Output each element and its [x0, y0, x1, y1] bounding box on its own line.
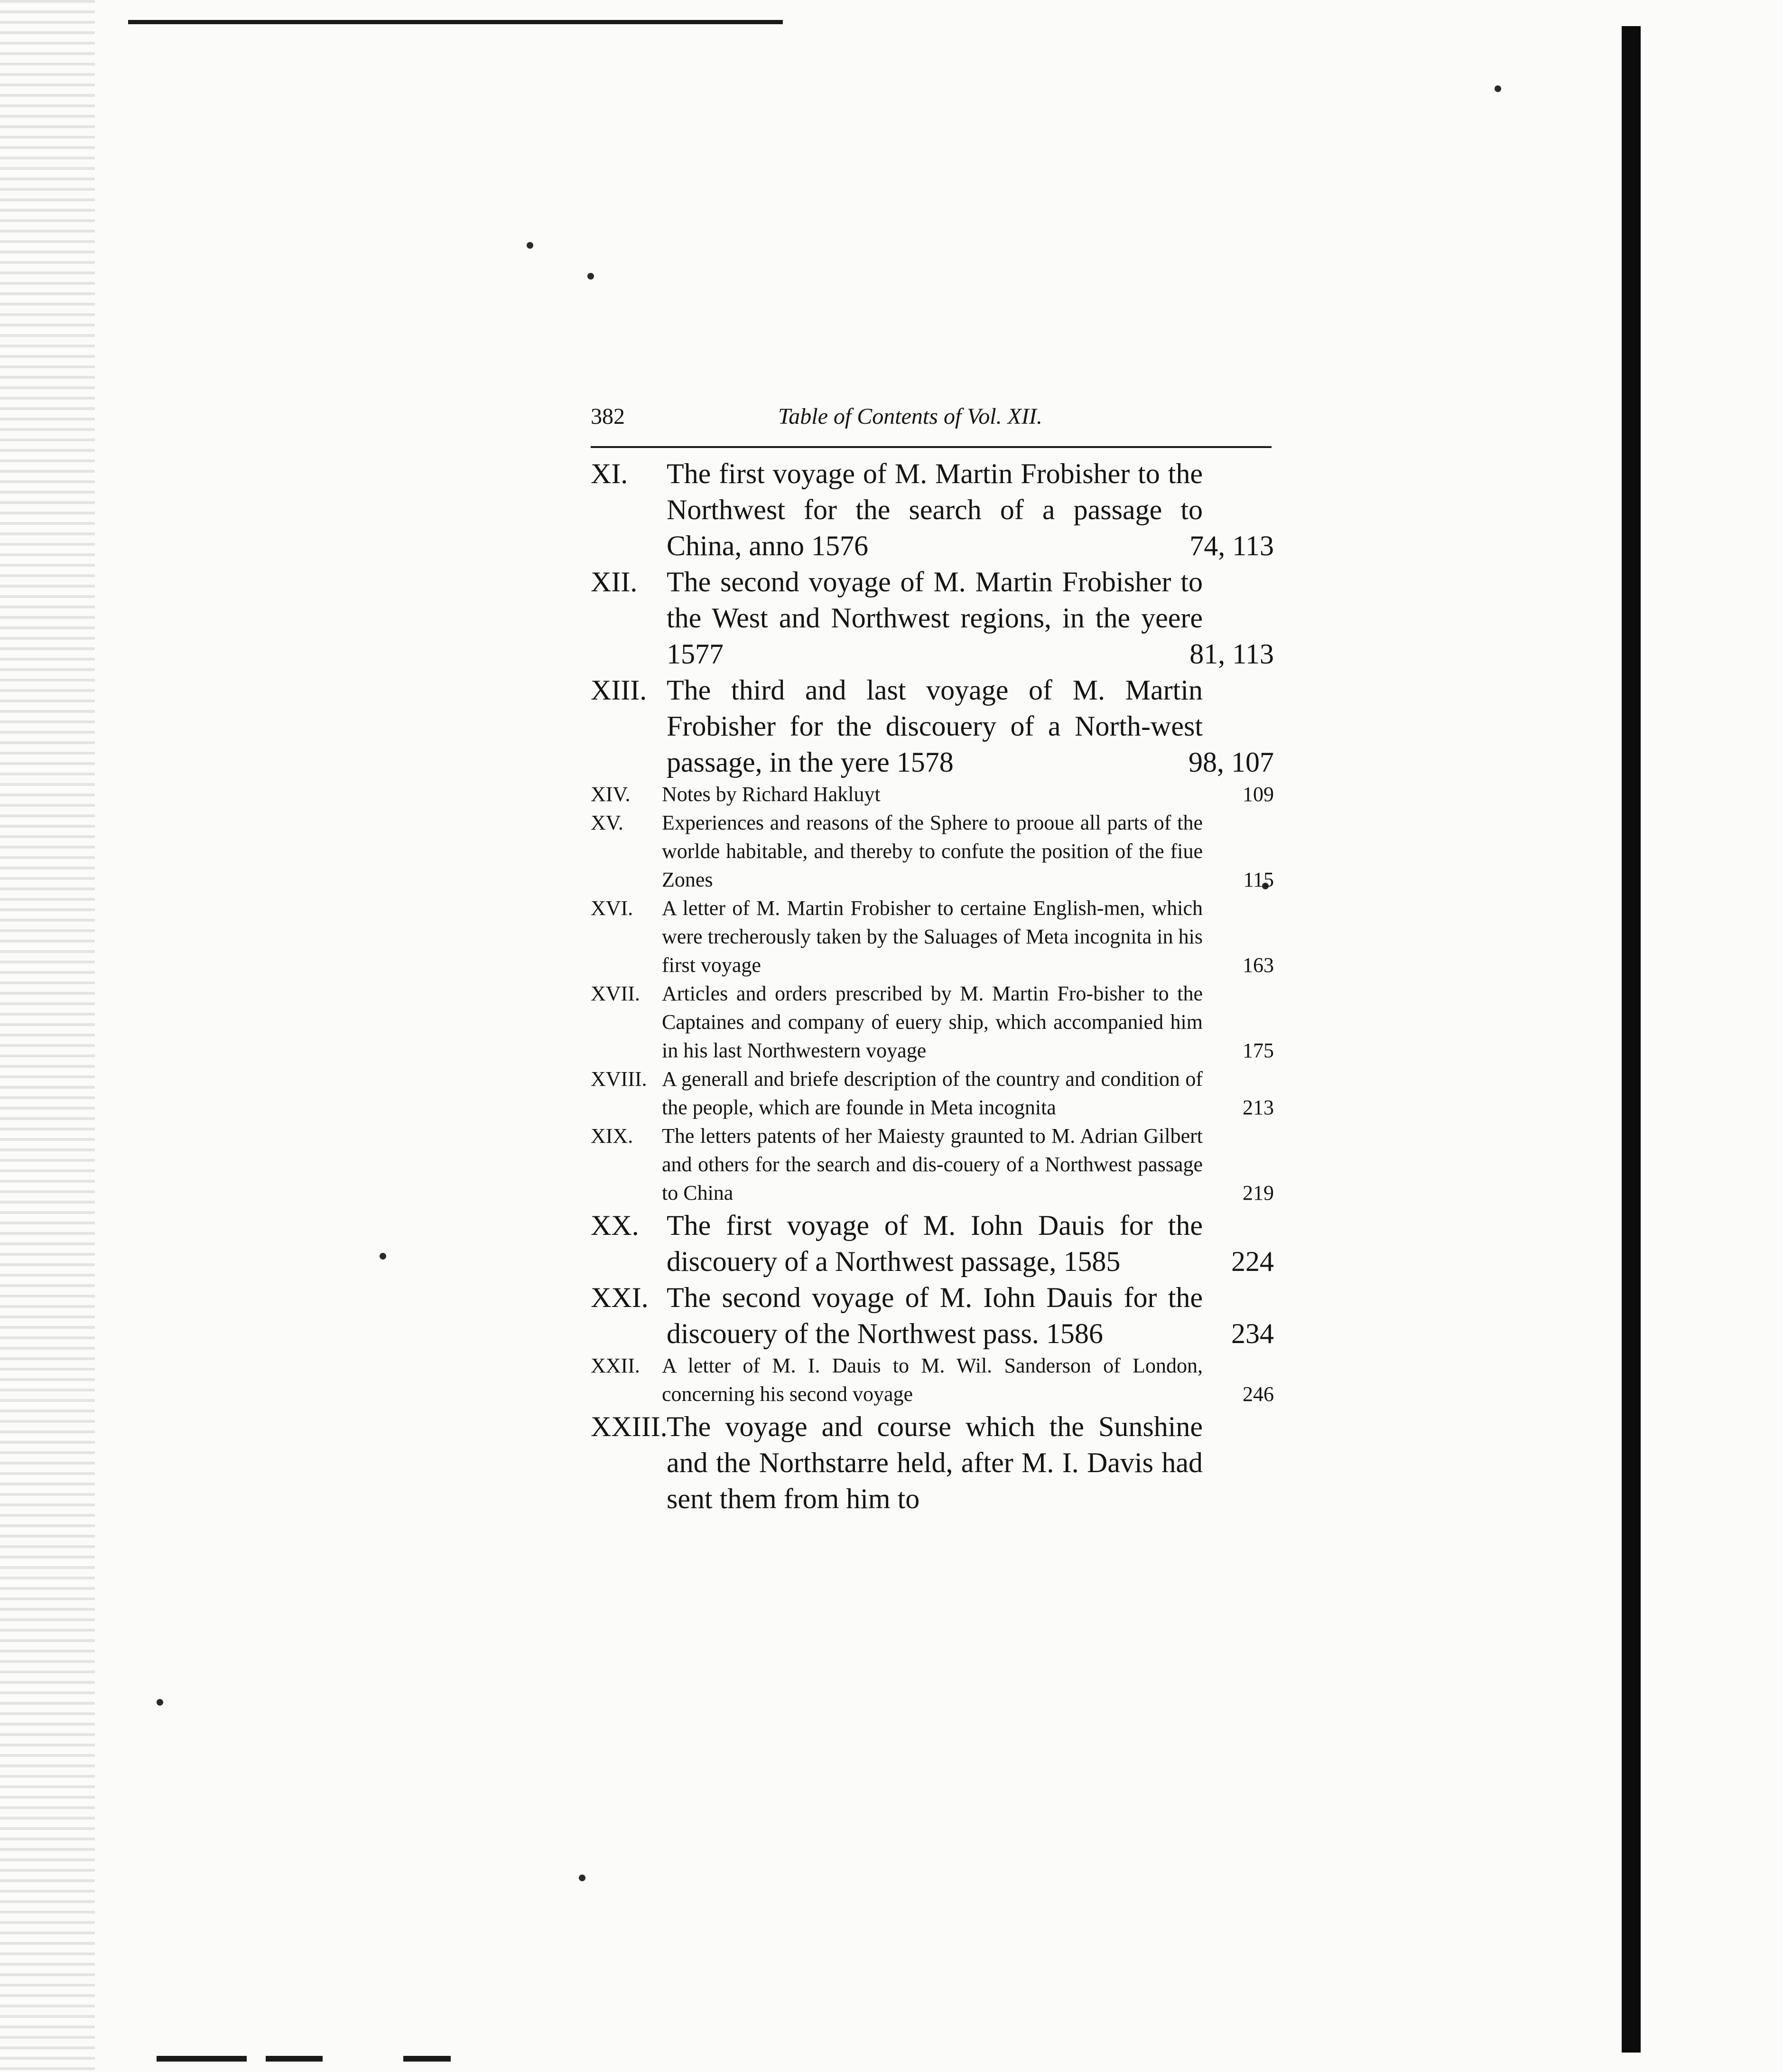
toc-entry: [591, 564, 1274, 672]
toc-page: [591, 399, 1274, 1514]
toc-entry: [591, 809, 1274, 894]
scan-bottom-mark: [403, 2056, 451, 2062]
entry-page-ref: 213: [1243, 1096, 1274, 1119]
scan-edge-shadow: [0, 0, 95, 2072]
entry-page-ref: 234: [1231, 1318, 1274, 1349]
entry-page-ref: 246: [1243, 1382, 1274, 1406]
entry-page-ref: 224: [1231, 1246, 1274, 1277]
entry-page-ref: 175: [1243, 1039, 1274, 1062]
entry-number: XXIII.: [591, 1411, 668, 1442]
toc-entry: [591, 780, 1274, 809]
toc-entry: [591, 1065, 1274, 1122]
head-rule: [591, 446, 1272, 448]
entry-page-ref: 163: [1243, 953, 1274, 977]
scan-top-rule: [128, 20, 783, 24]
page-title: Table of Contents of Vol. XII.: [778, 404, 1042, 429]
entry-number: XI.: [591, 458, 628, 489]
entry-title: The first voyage of M. Iohn Dauis for the discouery of a Northwest passage, 1585: [667, 1210, 1203, 1277]
scan-binding-shadow: [1622, 26, 1641, 2053]
entry-number: XVIII.: [591, 1067, 647, 1091]
toc-entry: [591, 1279, 1274, 1352]
toc-entry: [591, 894, 1274, 980]
entry-title: A letter of M. Martin Frobisher to certaine English-men, which were trecherously taken by the Saluages of Meta incognita in his first voyage: [662, 896, 1203, 977]
entry-number: XII.: [591, 566, 638, 597]
entry-number: XIII.: [591, 674, 647, 706]
entry-number: XIX.: [591, 1124, 633, 1148]
toc-entry: [591, 1409, 1274, 1517]
entry-page-ref: 98, 107: [1189, 747, 1274, 778]
scan-bottom-mark: [157, 2056, 247, 2062]
toc-entry: [591, 672, 1274, 780]
entry-number: XVI.: [591, 896, 633, 920]
entry-page-ref: 219: [1243, 1181, 1274, 1204]
entry-title: A letter of M. I. Dauis to M. Wil. Sanderson of London, concerning his second voyage: [662, 1354, 1203, 1406]
entry-number: XXI.: [591, 1282, 649, 1313]
entry-number: XX.: [591, 1210, 639, 1241]
entry-title: The second voyage of M. Iohn Dauis for the discouery of the Northwest pass. 1586: [667, 1282, 1203, 1349]
entry-page-ref: 81, 113: [1189, 638, 1274, 670]
entry-title: The second voyage of M. Martin Frobisher to the West and Northwest regions, in the yeere 1577: [667, 566, 1203, 670]
scan-speck: [587, 273, 594, 280]
toc-entry: [591, 980, 1274, 1065]
entry-title: A generall and briefe description of the country and condition of the people, which are founde in Meta incognita: [662, 1067, 1203, 1119]
scan-speck: [157, 1699, 163, 1706]
entry-title: The letters patents of her Maiesty graunted to M. Adrian Gilbert and others for the search and dis-couery of a Northwest passage to China: [662, 1124, 1203, 1204]
scan-speck: [579, 1875, 585, 1881]
entry-number: XVII.: [591, 982, 640, 1005]
scan-speck: [380, 1253, 386, 1260]
entry-title: Articles and orders prescribed by M. Martin Fro-bisher to the Captaines and company of euery ship, which accompanied him in his last Northwestern voyage: [662, 982, 1203, 1062]
entry-number: XXII.: [591, 1354, 640, 1377]
entry-page-ref: 109: [1243, 783, 1274, 806]
scan-speck: [527, 242, 533, 249]
scan-bottom-mark: [266, 2056, 323, 2062]
toc-entry: [591, 456, 1274, 564]
entry-number: XIV.: [591, 783, 631, 806]
entry-number: XV.: [591, 811, 623, 834]
scan-speck: [1495, 85, 1501, 92]
entry-title: The voyage and course which the Sunshine and the Northstarre held, after M. I. Davis had sent them from him to: [667, 1411, 1203, 1514]
entry-title: The third and last voyage of M. Martin Frobisher for the discouery of a North-west passage, in the yere 1578: [667, 674, 1203, 778]
toc-entry: [591, 1352, 1274, 1409]
entry-title: Notes by Richard Hakluyt: [662, 783, 881, 806]
entry-title: Experiences and reasons of the Sphere to prooue all parts of the worlde habitable, and thereby to confute the position of the fiue Zones: [662, 811, 1203, 891]
entry-page-ref: 115: [1243, 868, 1274, 891]
page-number: 382: [591, 404, 625, 429]
toc-entry: [591, 1122, 1274, 1207]
toc-entries: [591, 456, 1274, 1517]
toc-entry: [591, 1207, 1274, 1279]
running-head: [591, 399, 1274, 437]
entry-page-ref: 74, 113: [1189, 530, 1274, 561]
entry-title: The first voyage of M. Martin Frobisher to the Northwest for the search of a passage to China, anno 1576: [667, 458, 1203, 561]
